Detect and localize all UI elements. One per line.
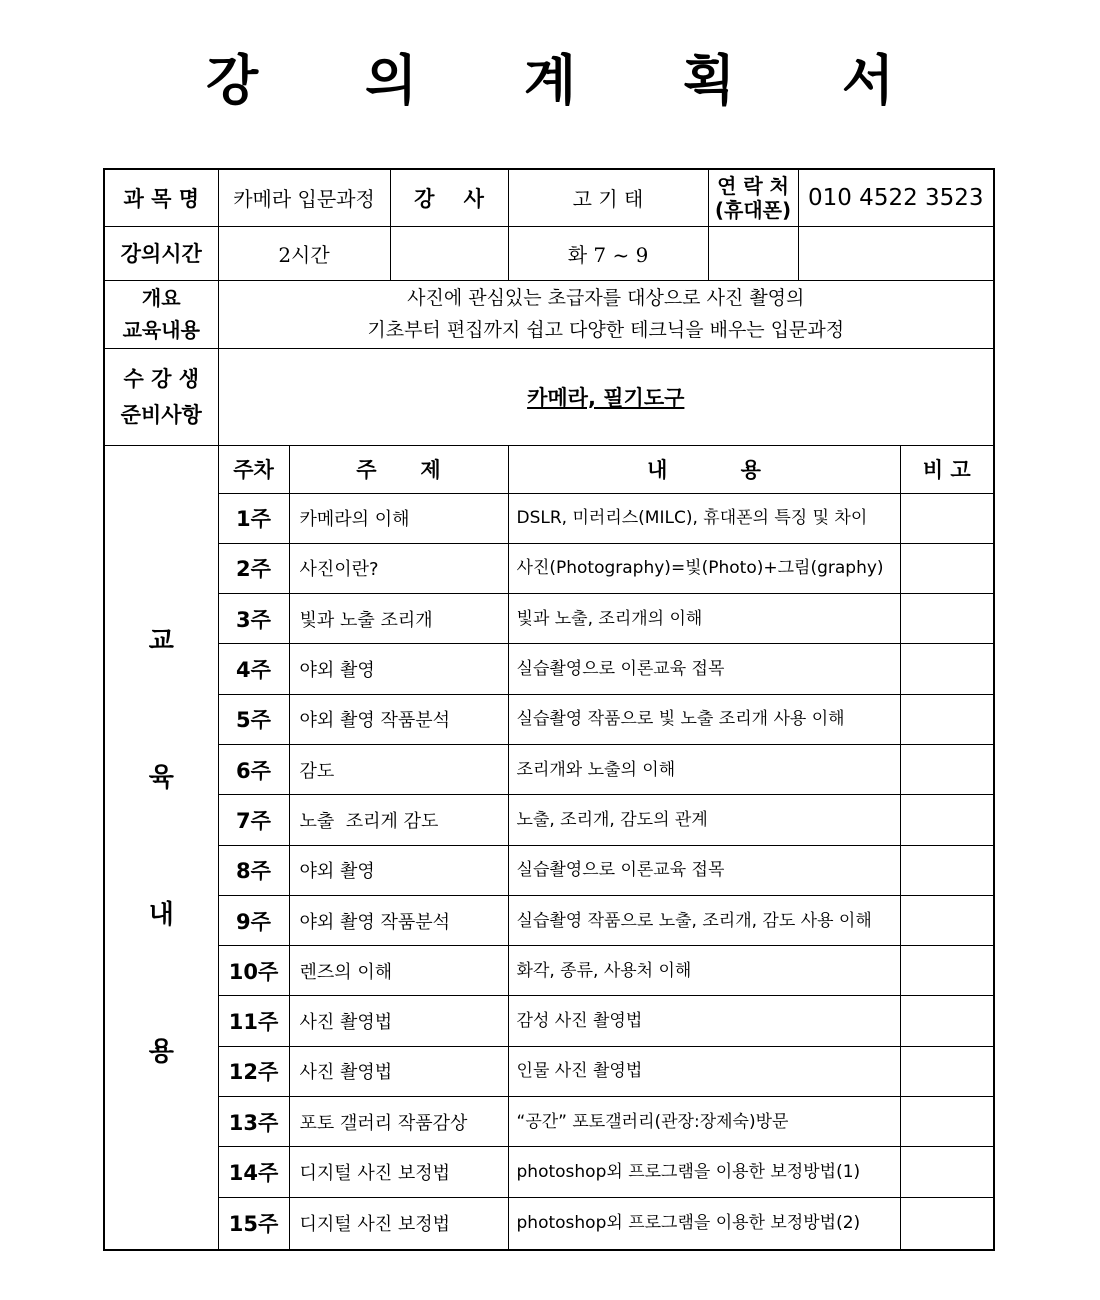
overview-line-1: 사진에 관심있는 초급자를 대상으로 사진 촬영의 — [407, 287, 805, 309]
content-cell: 실습촬영 작품으로 노출, 조리개, 감도 사용 이해 — [508, 895, 900, 945]
overview-label — [104, 280, 218, 348]
empty-cell — [390, 226, 508, 280]
week-cell: 10주 — [218, 946, 289, 996]
note-cell — [900, 744, 994, 794]
content-cell: 조리개와 노출의 이해 — [508, 744, 900, 794]
table-row — [104, 996, 994, 1046]
contact-label-line-1: 연 락 처 — [717, 173, 789, 198]
table-row — [104, 594, 994, 644]
week-cell: 13주 — [218, 1097, 289, 1147]
note-cell — [900, 1046, 994, 1096]
table-row — [104, 895, 994, 945]
topic-cell: 빛과 노출 조리개 — [289, 594, 508, 644]
table-row — [104, 795, 994, 845]
week-cell: 2주 — [218, 543, 289, 593]
topic-cell: 야외 촬영 — [289, 845, 508, 895]
note-cell — [900, 895, 994, 945]
overview-label-line-2: 교육내용 — [122, 318, 200, 342]
column-header-topic: 주 제 — [289, 445, 508, 493]
prep-label-line-1: 수 강 생 — [123, 366, 199, 391]
content-cell: 노출, 조리개, 감도의 관계 — [508, 795, 900, 845]
content-cell: photoshop외 프로그램을 이용한 보정방법(2) — [508, 1197, 900, 1250]
topic-cell: 사진 촬영법 — [289, 1046, 508, 1096]
topic-cell: 디지털 사진 보정법 — [289, 1147, 508, 1197]
empty-cell — [708, 226, 798, 280]
column-header-note: 비 고 — [900, 445, 994, 493]
side-label-char: 내 — [148, 900, 174, 931]
week-cell: 7주 — [218, 795, 289, 845]
note-cell — [900, 543, 994, 593]
content-cell: DSLR, 미러리스(MILC), 휴대폰의 특징 및 차이 — [508, 493, 900, 543]
topic-cell: 노출 조리게 감도 — [289, 795, 508, 845]
note-cell — [900, 694, 994, 744]
content-cell: 실습촬영 작품으로 빛 노출 조리개 사용 이해 — [508, 694, 900, 744]
schedule-value: 화 7 ~ 9 — [508, 226, 708, 280]
side-label-char: 교 — [148, 626, 174, 657]
note-cell — [900, 644, 994, 694]
overview-content — [218, 280, 994, 348]
contact-label — [708, 169, 798, 226]
note-cell — [900, 493, 994, 543]
content-cell: “공간” 포토갤러리(관장:장제숙)방문 — [508, 1097, 900, 1147]
empty-cell — [798, 226, 994, 280]
table-row — [104, 946, 994, 996]
week-cell: 8주 — [218, 845, 289, 895]
contact-value: 010 4522 3523 — [798, 169, 994, 226]
table-row — [104, 744, 994, 794]
time-value: 2시간 — [218, 226, 390, 280]
content-cell: 실습촬영으로 이론교육 접목 — [508, 845, 900, 895]
week-cell: 4주 — [218, 644, 289, 694]
table-row — [104, 1197, 994, 1250]
column-header-content: 내 용 — [508, 445, 900, 493]
subject-label: 과 목 명 — [104, 169, 218, 226]
contact-label-line-2: (휴대폰) — [714, 197, 792, 222]
note-cell — [900, 795, 994, 845]
note-cell — [900, 996, 994, 1046]
side-label-char: 육 — [148, 763, 174, 794]
week-cell: 1주 — [218, 493, 289, 543]
table-row — [104, 845, 994, 895]
topic-cell: 야외 촬영 작품분석 — [289, 895, 508, 945]
note-cell — [900, 946, 994, 996]
week-cell: 3주 — [218, 594, 289, 644]
overview-line-2: 기초부터 편집까지 쉽고 다양한 테크닉을 배우는 입문과정 — [367, 319, 845, 341]
note-cell — [900, 1097, 994, 1147]
week-cell: 12주 — [218, 1046, 289, 1096]
table-row — [104, 694, 994, 744]
instructor-label: 강 사 — [390, 169, 508, 226]
subject-value: 카메라 입문과정 — [218, 169, 390, 226]
topic-cell: 포토 갤러리 작품감상 — [289, 1097, 508, 1147]
topic-cell: 사진 촬영법 — [289, 996, 508, 1046]
week-cell: 14주 — [218, 1147, 289, 1197]
prep-label — [104, 348, 218, 445]
week-cell: 11주 — [218, 996, 289, 1046]
content-cell: 사진(Photography)=빛(Photo)+그림(graphy) — [508, 543, 900, 593]
note-cell — [900, 845, 994, 895]
page-title: 강 의 계 획 서 — [205, 49, 939, 112]
topic-cell: 야외 촬영 작품분석 — [289, 694, 508, 744]
content-cell: 인물 사진 촬영법 — [508, 1046, 900, 1096]
note-cell — [900, 1147, 994, 1197]
week-cell: 6주 — [218, 744, 289, 794]
table-row — [104, 493, 994, 543]
topic-cell: 카메라의 이해 — [289, 493, 508, 543]
week-cell: 9주 — [218, 895, 289, 945]
curriculum-side-label — [104, 445, 218, 1250]
table-row — [104, 1097, 994, 1147]
topic-cell: 렌즈의 이해 — [289, 946, 508, 996]
note-cell — [900, 594, 994, 644]
prep-value: 카메라, 필기도구 — [218, 348, 994, 445]
table-row — [104, 1147, 994, 1197]
instructor-value: 고 기 태 — [508, 169, 708, 226]
week-cell: 5주 — [218, 694, 289, 744]
topic-cell: 사진이란? — [289, 543, 508, 593]
topic-cell: 야외 촬영 — [289, 644, 508, 694]
table-row — [104, 543, 994, 593]
content-cell: photoshop외 프로그램을 이용한 보정방법(1) — [508, 1147, 900, 1197]
side-label-char: 용 — [148, 1037, 174, 1068]
prep-label-line-2: 준비사항 — [120, 402, 202, 427]
content-cell: 빛과 노출, 조리개의 이해 — [508, 594, 900, 644]
content-cell: 실습촬영으로 이론교육 접목 — [508, 644, 900, 694]
time-label: 강의시간 — [104, 226, 218, 280]
week-cell: 15주 — [218, 1197, 289, 1250]
topic-cell: 디지털 사진 보정법 — [289, 1197, 508, 1250]
topic-cell: 감도 — [289, 744, 508, 794]
table-row — [104, 644, 994, 694]
column-header-week: 주차 — [218, 445, 289, 493]
note-cell — [900, 1197, 994, 1250]
lecture-plan-table — [103, 168, 995, 1251]
content-cell: 화각, 종류, 사용처 이해 — [508, 946, 900, 996]
content-cell: 감성 사진 촬영법 — [508, 996, 900, 1046]
table-row — [104, 1046, 994, 1096]
overview-label-line-1: 개요 — [141, 286, 181, 310]
